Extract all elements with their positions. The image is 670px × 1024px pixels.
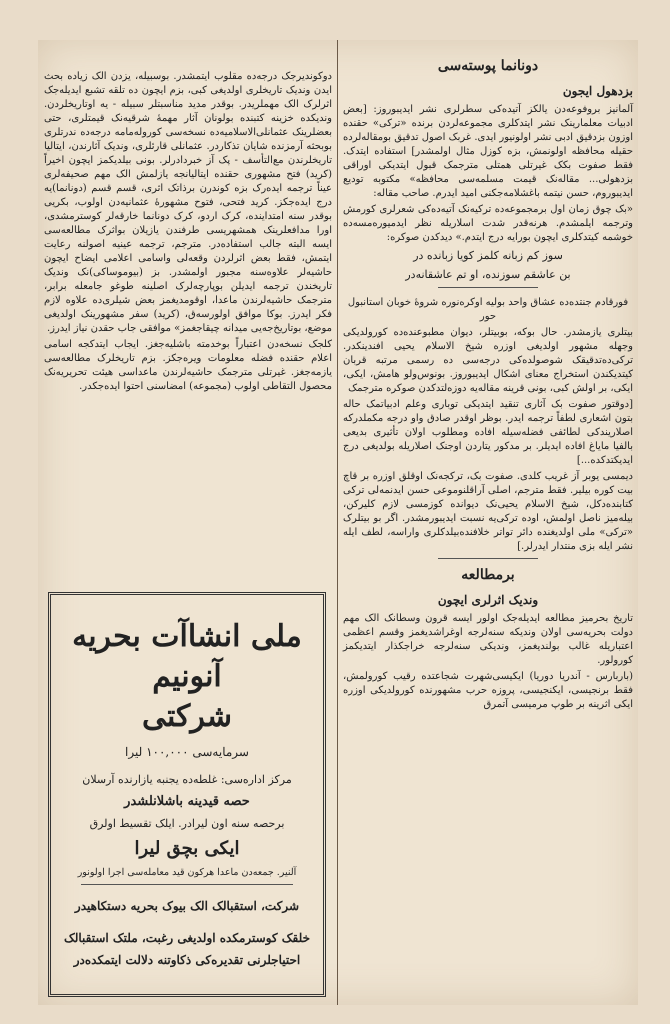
paragraph: دیمسی یوبر آز غریب کلدی. صفوت بک، ترکجه‌نک اوقلق اوزره بر قاچ بیت کوره بیلیر. فقط مترجم، اصلی آراقلنوموعی حسن ایدنمه‌لی ترکی کتابنده‌دکل، شیخ الاسلام یحیی‌نک دیوانده کوزمسی لازم کلیرکن، بیله‌میز ناصل اولمش، اوده ترکی‌یه نسبت ایدیبورمشدر. اگر بو بیتلرک «ترکی» ملی اولدیغنده دائر تواتر خلافنده‌بیلدکلری واراسه، لطف ایله نشر ایله بزی منتدار ایدرلر.] (343, 471, 633, 553)
ad-amount: ایکی بچق لیرا (134, 838, 240, 859)
column-divider (337, 40, 338, 1005)
verse-line: بن عاشقم سوزنده، او تم عاشقانه‌در (405, 268, 571, 282)
divider (438, 287, 538, 288)
ad-footer-line: شرکت، استقبالک الک بیوک بحریه دستکاهیدر (74, 899, 300, 913)
divider (438, 558, 538, 559)
paragraph: تاریخ بحرمیز مطالعه ایدیله‌جک اولور ایسه قرون وسطانک الک مهم دولت بحریه‌سی اولان وندیکه سنه‌لرجه اوغراشدیغمز وقسم اعظمی اعتباریله غالب بولندیغمز، وندیکی سنه‌لرجه خراجکذار ایتدیکمز کورولور. (343, 613, 633, 667)
left-column (44, 70, 332, 396)
paragraph: کلجک نسخه‌دن اعتباراً بوخدمته باشلیه‌جغز. ایجاب ایتدکجه اسامی اعلام حقنده فضله معلومات ویره‌جکز. بزم تاریخلرک مطالعه‌سی یازمه‌جغز. غیرتلی مترجمک حاشیه‌لرندن ماعداسی هیئت تحریریه‌نک محصول التقاطی اولوب (مجموعه) امضاسنی احتوا ایده‌جکدر. (44, 339, 332, 392)
paragraph: فورقادم جنتده‌ده عشاق واحد بولیه اوکره‌نوره شروۀ خوبان استانبول حور (347, 297, 629, 323)
ad-capital: سرمایه‌سی ۱۰۰,۰۰۰ لیرا (125, 745, 249, 759)
ad-address: مرکز اداره‌سی: غلطه‌ده یجنبه یازارنده آرسلان (82, 773, 292, 786)
advertisement-box (48, 592, 326, 997)
paragraph: (باربارس - آندریا دوریا) ایکیسی‌شهرت شجاعتده رقیب کورولمش، فقط برنجیسی، ایکنجیسی، پروزه حرب مشهورنده کورولدیکی اوزره ایکی اثرینه بر طوپ مرمیسی آتمرق (343, 671, 633, 711)
section-title-donanma-mail: دونانما پوسته‌سی (437, 58, 539, 74)
subsection-heading: بزدهول ایجون (562, 83, 633, 98)
ad-share-line: برحصه سنه اون لیرادر. ایلک تقسیط اولرق (89, 817, 285, 830)
ad-footer-line: خلقک کوسترمکده اولدیغی رغبت، ملتک استقبالک احتیاجلرنی تقدیره‌کی ذکاوتنه دلالت ایتمکده‌در (63, 931, 311, 967)
paragraph: [دوقتور صفوت بک آثاری تنقید ایتدیکی توباری وعلم ادبیاتمک حاله بتون اشعاری لطفاً ترجمه ایدر. بوظر اوقدر صادق واو درجه مکملدرکه اصلاریندکی لطائفی فضله‌سیله افاده ومطلوب اولان تأثیری بدیعی بالفیا مایاغ افاده ایدیلر. بر مدکور یتاردن اوجنک اصلاریله بولدیغی درج ایدیکتدکده...] (343, 399, 633, 467)
newspaper-page (38, 40, 638, 1005)
paragraph: بیتلری یازمشدر. حال بوکه، بوبیتلر، دیوان مطبوعنده‌ده کورولدیکی وجهله مشهور اولدیغی اوزره شیخ الاسلام یحیی افندینکدر. ترکی‌ده‌تدقیقک شوصولده‌کی درجه‌سی ده رسمی مرتبه قربان کیتدیکندن استخراج معنای اشکال ایدیبوروز. بونوس‌ولو هامش، ایکی، ایکی، بر اولش کبی، بونی قرینه مقاله‌یه دوزه‌لتدکدن صوکره مترجمک (343, 327, 633, 395)
section-title-study: برمطالعه (461, 567, 515, 584)
paragraph: آلمانیز بروفوعه‌دن یالکز آتیده‌کی سطرلری نشر ایدیبوروز: [بعض ادبیات معلمارینک نشر ایتدکلری مجموعه‌لردن برنده «ترکی» حقنده اوزون بزدقیق ادبی نشر اولونیور ایدی. غربک اصول تدقیق بومقاله‌لرده حقیله محافظه اولونمش، بزه کوزل مثال اولمشدر] استفاده ایتدک. فقط صفوت بکک غیرتلی همتلی مترجمک قبول ایتدیکی اوراقی بزدهولی... مقاله‌نک قیمت مسلمه‌سی محافظه» مکتوبه تودیع ایدیبوروم، حسن نیتمه باغشلامه‌جکنی امید ایدرم. صاحب مقاله: (343, 104, 633, 200)
paragraph: دوکوندیرجک درجه‌ده مقلوب ایتمشدر. بوسبیله، یزدن الک زیاده بحث ایدن وندیک تاریخلری اولدیغی کبی، بزم ایچون ده تلقه تشبع ایدیله‌جک اثرلرک الک مهملریدر. بوقدر مدید مناسبتلر سبیله - یه اوتاریخلردن. وندیکده خزینه کتبنده بولونان آثار مهمۀ شرقیه‌نک قیمتلری، حتی بعضلرینک عثمانلی‌الاسلامیه‌ده نسخه‌سی کوروله‌مامه درجه‌ده ندرتلری بوبحثه آرمزنده شایان تذکاردر. عثمانلی قارئلری، وندیک آثارندن، ایتالیا تاریخلرندن مع‌التأسف - پک آز خبردادرلر. بونی بیلدیکمز ایچون اخیراً (کرید) فتح مشهوری حقنده ایتالیانجه یازلمش الک مهم صحیفه‌لری عیناً ترجمه ایده‌رک بزه کوندرن برذاتک اثری، قسم قسم (دونانما)یه درج ایده‌جکز. کرید فتحی، فتوح مشهورۀ عثمانیه‌دن اولوب، بکریی بوقدر سنه امتداینده، کرک اردو، کرک دونانما خارقه‌لر کوسترمشدی، اورا مدافعلرینک همشهریسی طرفندن یازیلان بواثرک مطالعه‌سی ایسه البته جالب استفاده‌در. مترجم، ترجمه عینیه اصولنه رعایت ایتمش، فقط بعض اثرلردن وقعه‌لی واسامی اعلامی ایضاح ایچون حاشیه‌لر علاوه‌سنه مجبور اولمشدر. بز (بیوموساکی)نک وندیک تاریخندن ترجمه ایدیلن بوپارچه‌لرک اصلینه طوغو جامعله برابر، مترجمک حاشیه‌لرندن ماعدا، اوقومدیغمز بعض شیلری‌ده علاوه لازم فکر ایدرز. بوکا موافق اولورسه‌ق، (کرید) سفر مشهورینک اولدیغی موضع، بوتاریخ‌جه‌یی میدانه چیقاجغمز» موافقی جاب حقدن نیاز ایدرز. (44, 71, 332, 334)
subsection-heading: وندیک اثرلری ایچون (437, 592, 539, 607)
verse-line: سوز کم زبانه کلمز کویا زبانده در (413, 249, 563, 263)
ad-title: ملی انشاآت بحریه آنونیم (72, 619, 302, 694)
ad-divider (81, 884, 293, 885)
paragraph: «بک چوق زمان اول برمجموعه‌ده ترکیه‌نک آتیه‌ده‌کی شعرلری کورمش وترجمه ایلمشدم. هرنه‌قدر شدت اسلاریله نظر ایدمیوره‌مسه‌ده خوشمه کیتدکلری ایچون بورایه درج ایتدم.» دیدکدن صوکره: (343, 204, 633, 244)
ad-note: آلنیر. جمعه‌دن ماعدا هرکون قید معامله‌سی اجرا اولونور (77, 867, 297, 878)
ad-shares-title: حصه قیدینه باشلانلشدر (124, 794, 250, 809)
ad-subtitle: شرکتی (141, 699, 233, 734)
right-column (343, 40, 633, 714)
